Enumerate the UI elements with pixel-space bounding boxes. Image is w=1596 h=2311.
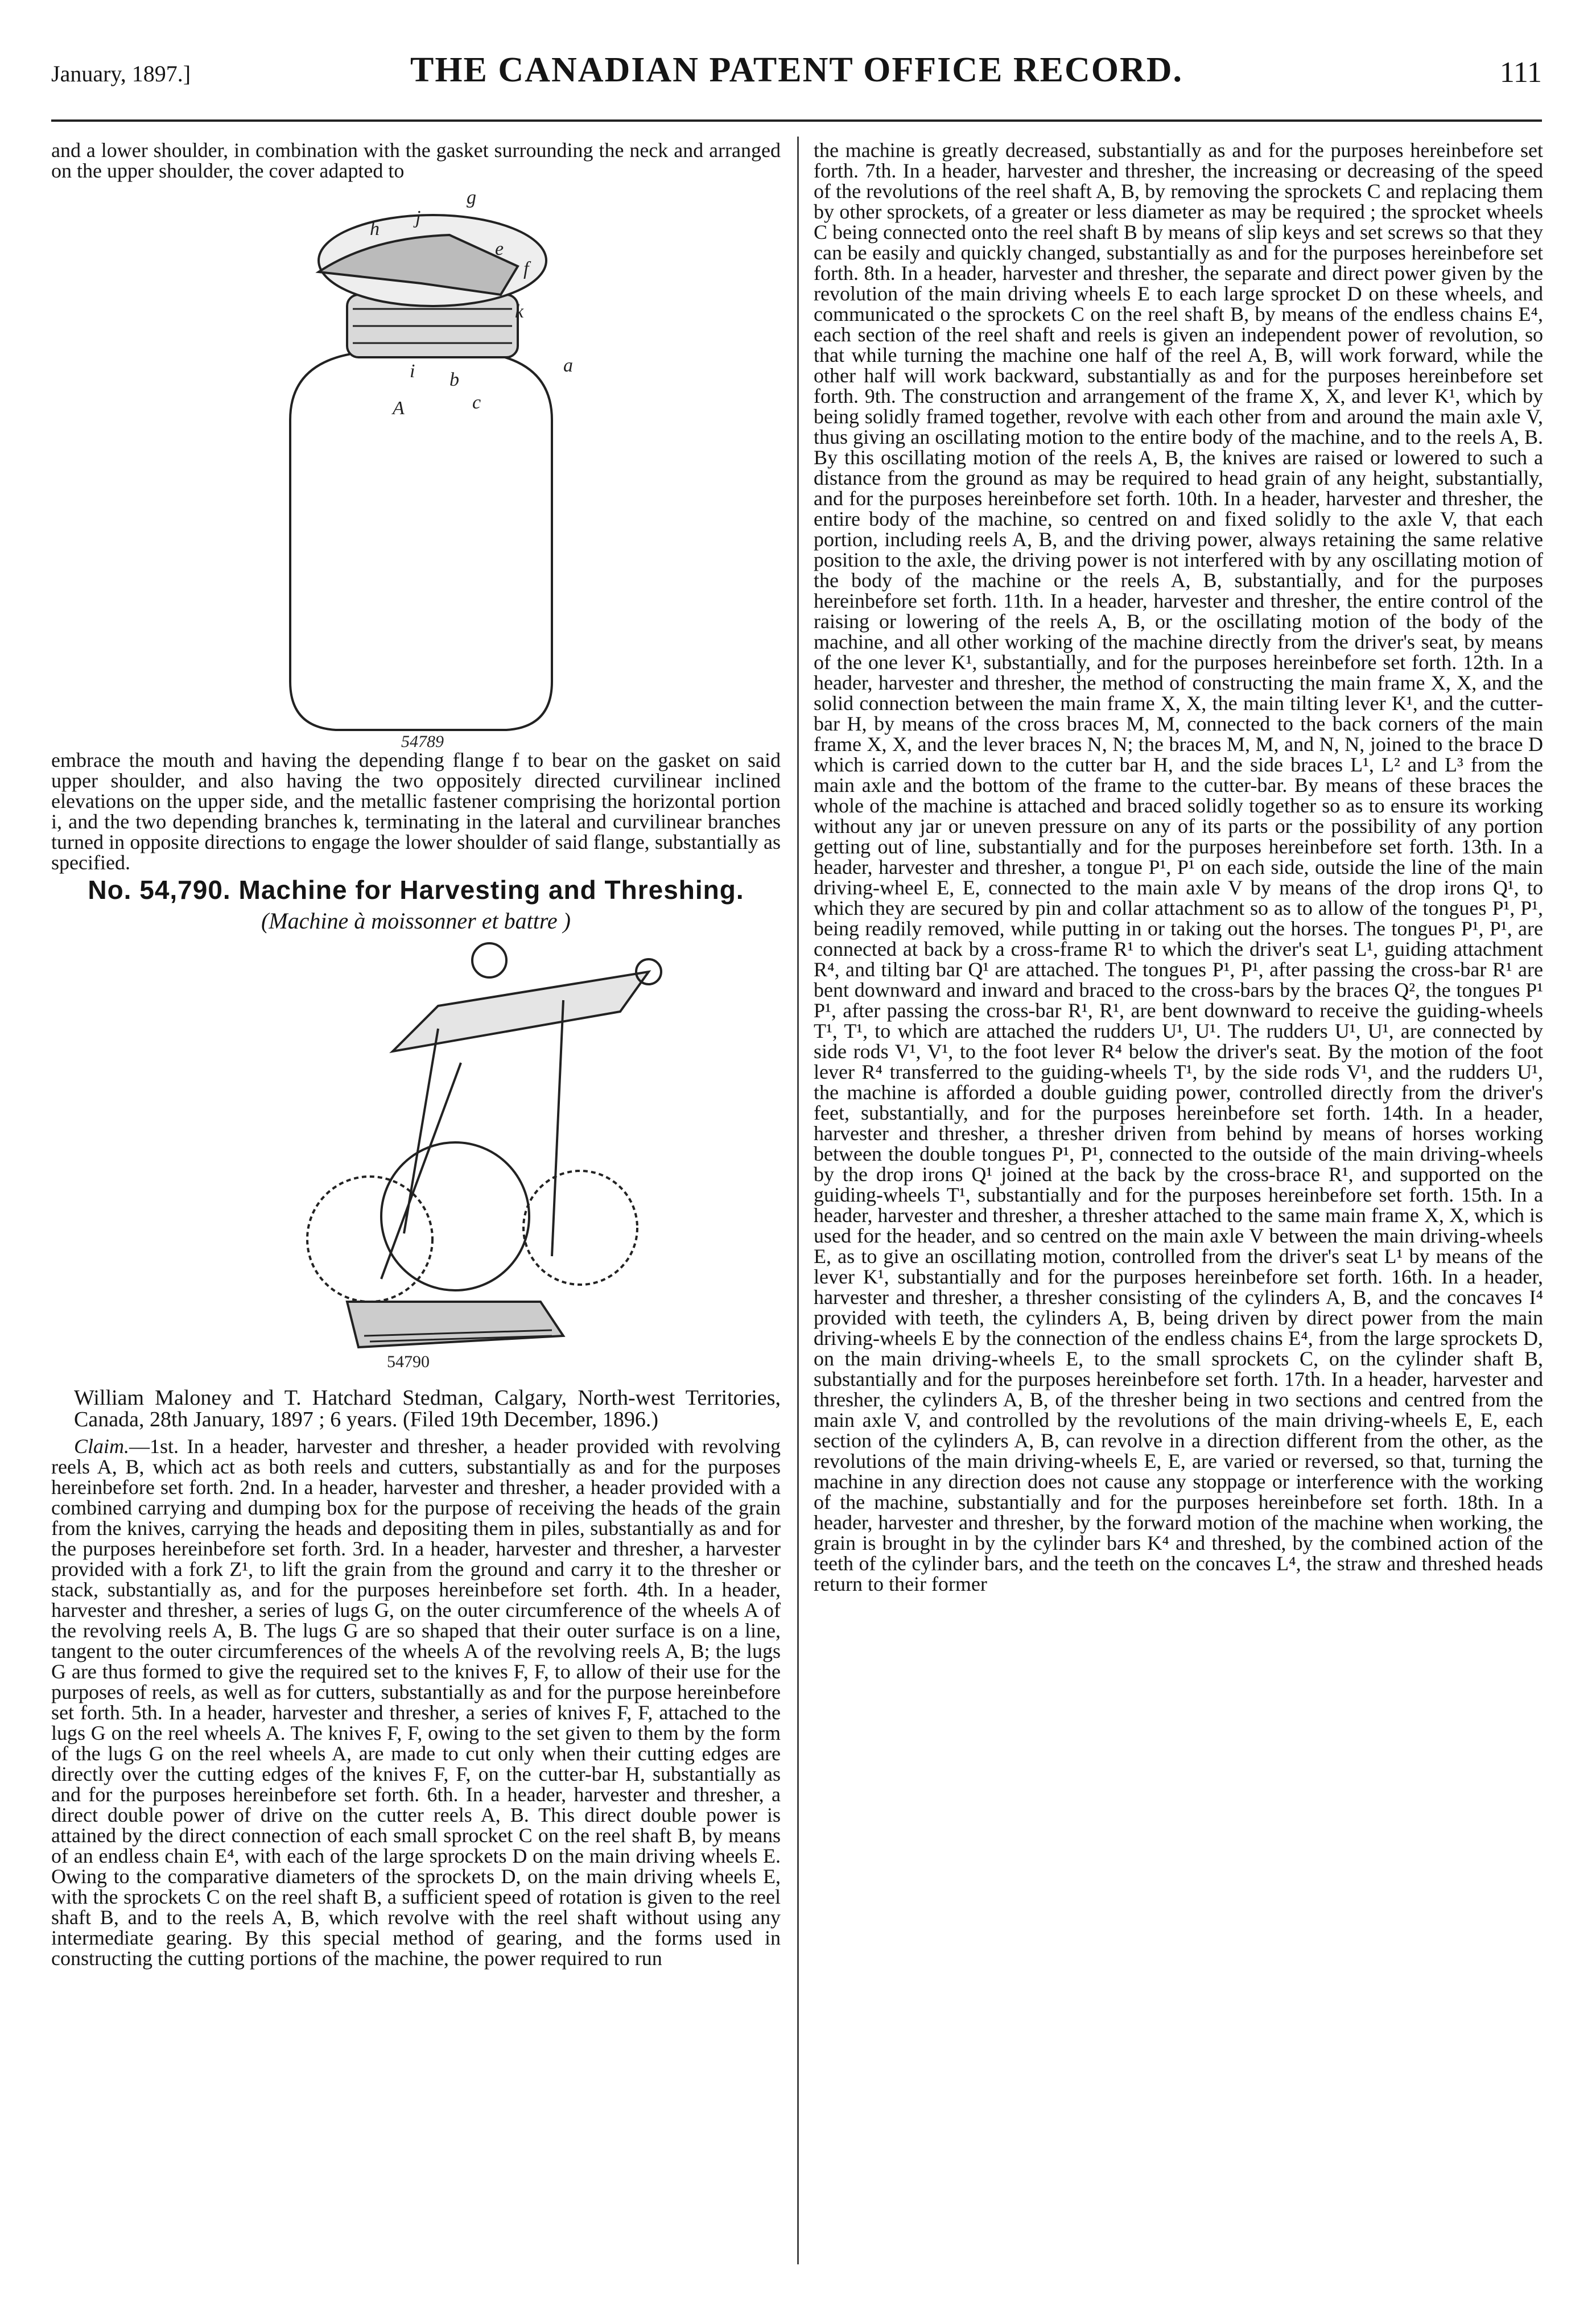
harvester-reel-left <box>307 1177 432 1302</box>
fig-label-f: f <box>523 258 529 279</box>
harvester-figure-caption: 54790 <box>387 1352 430 1370</box>
claim-label: Claim. <box>74 1435 130 1458</box>
fig-label-j: j <box>415 207 421 228</box>
issue-date: January, 1897.] <box>51 61 191 86</box>
fig-label-a: a <box>563 355 573 376</box>
fig-label-h: h <box>370 218 380 240</box>
fig-label-i: i <box>410 361 415 382</box>
patent-heading-french: (Machine à moissonner et battre ) <box>261 908 571 934</box>
claims-paragraph <box>51 1436 781 1969</box>
right-column <box>814 140 1543 1594</box>
jar-figure-caption: 54789 <box>401 732 444 750</box>
fig-label-e: e <box>495 238 504 259</box>
page-number: 111 <box>1499 56 1542 89</box>
harvester-seat <box>472 943 506 977</box>
jar-claim-continuation: embrace the mouth and having the depending flange f to bear on the gasket on said upper shoulder, and also having the two oppositely directed curvilinear inclined elevations on the upper side, and the metallic fastener comprising the horizontal portion i, and the two depending branches k, terminating in the lateral and curvilinear branches turned in opposite directions to engage the lower shoulder of said flange, substantially as specified. <box>51 749 781 874</box>
claims-text: —1st. In a header, harvester and thresher, a header provided with revolving reels A, B, which act as both reels and cutters, substantially as and for the purposes hereinbefore set forth. 2nd. In a header, harvester and thresher, a header provided with a combined carrying and dumping box for the purpose of receiving the heads of the grain from the knives, carrying the heads and depositing them in piles, substantially as and for the purposes hereinbefore set forth. 3rd. In a header, harvester and thresher, a harvester provided with a fork Z¹, to lift the grain from the ground and carry it to the thresher or stack, substantially as, and for the purposes hereinbefore set forth. 4th. In a header, harvester and thresher, a series of lugs G, on the outer circumference of the wheels A of the revolving reels A, B. The lugs G are so shaped that their outer surface is on a line, tangent to the outer circumferences of the wheels A of the revolving reels A, B; the lugs G are thus formed to give the required set to the knives F, F, to allow of their use for the purposes of reels, as well as for cutters, substantially as and for the purpose hereinbefore set forth. 5th. In a header, harvester and thresher, a series of knives F, F, attached to the lugs G on the reel wheels A. The knives F, F, owing to the set given to them by the form of the lugs G on the reel wheels A, are made to cut only when their cutting edges are directly over the cutting edges of the knives F, F, on the cutter-bar H, substantially as and for the purposes hereinbefore set forth. 6th. In a header, harvester and thresher, a direct double power of drive on the cutter reels A, B. This direct double power is attained by the direct connection of each small sprocket C on the reel shaft B, by means of an endless chain E⁴, with each of the large sprockets D on the main driving wheels E. Owing to the comparative diameters of the sprockets D, on the main driving wheels E, with the sprockets C on the reel shaft B, a sufficient speed of rotation is given to the reel shaft B, and to the reels A, B, which revolve with the reel shaft without using any intermediate gearing. By this special method of gearing, and the forms used in constructing the cutting portions of the machine, the power required to run <box>51 1435 781 1970</box>
jar-body-outline <box>290 352 552 730</box>
publication-title: THE CANADIAN PATENT OFFICE RECORD. <box>410 51 1183 89</box>
patent-heading: No. 54,790. Machine for Harvesting and Threshing. <box>88 875 744 905</box>
fig-label-k: k <box>515 301 524 322</box>
fig-label-A: A <box>393 398 405 419</box>
fig-label-g: g <box>467 187 476 208</box>
page-header <box>51 50 1542 96</box>
fig-label-c: c <box>472 392 481 413</box>
jar-figure <box>51 181 781 750</box>
fig-label-b: b <box>449 369 459 390</box>
right-column-text: the machine is greatly decreased, substantially as and for the purposes hereinbefore set forth. 7th. In a header, harvester and thresher, the increasing or decreasing of the speed of the revolutions of the reel shaft A, B, by removing the sprockets C and replacing them by other sprockets, of a greater or less diameter as may be required ; the sprocket wheels C being connected onto the reel shaft B by means of slip keys and set screws so that they can be easily and quickly changed, substantially as and for the purposes hereinbefore set forth. 8th. In a header, harvester and thresher, the separate and direct power given by the revolution of the main driving wheels E to each large sprocket D on these wheels, and communicated o the sprockets C on the reel shaft B, by means of the endless chains E⁴, each section of the reel shaft and reels is given an independent power of revolution, so that while turning the machine one half of the reel A, B, will work forward, while the other half will work backward, substantially as and for the purposes hereinbefore set forth. 9th. The construction and arrangement of the frame X, X, and lever K¹, which by being solidly framed together, revolve with each other from and around the main axle V, thus giving an oscillating motion to the entire body of the machine, and to the reels A, B. By this oscillating motion of the reels A, B, the knives are raised or lowered to such a distance from the ground as may be required to head grain of any height, substantially, and for the purposes hereinbefore set forth. 10th. In a header, harvester and thresher, the entire body of the machine, so centred on and fixed solidly to the axle V, that each portion, including reels A, B, and the driving power, always retaining the same relative position to the axle, the driving power is not interfered with by any oscillating motion of the body of the machine or the reels A, B, substantially, and for the purposes hereinbefore set forth. 11th. In a header, harvester and thresher, the entire control of the raising or lowering of the reels A, B, or the oscillating motion of the body of the machine, and all other working of the machine directly from the driver's seat, by means of the one lever K¹, substantially, and for the purposes hereinbefore set forth. 12th. In a header, harvester and thresher, the method of constructing the main frame X, X, and the solid connection between the main frame X, X, the main tilting lever K¹, and the cutter-bar H, by means of the cross braces M, M, connected to the back corners of the main frame X, X, and the lever braces N, N; the braces M, M, and N, N, joined to the brace D which is carried down to the cutter bar H, and the side braces L¹, L² and L³ from the main axle and the bottom of the frame to the cutter-bar. By means of these braces the whole of the machine is attached and braced solidly together so as to ensure its working without any jar or uneven pressure on any of its parts or the possibility of any portion getting out of line, substantially and for the purposes hereinbefore set forth. 13th. In a header, harvester and thresher, a tongue P¹, P¹ on each side, outside the line of the main driving-wheel E, E, connected to the main axle V by means of the drop irons Q¹, to which they are secured by pin and collar attachment so as to allow of the tongues P¹, P¹, being readily removed, while putting in or taking out the horses. The tongues P¹, P¹, are connected at back by a cross-frame R¹ to which the driver's seat L¹, guiding attachment R⁴, and tilting bar Q¹ are attached. The tongues P¹, P¹, after passing the cross-bar R¹ are bent downward and inward and braced to the cross-bars by the braces Q², the tongues P¹ P¹, after passing the cross-bar R¹, R¹, are bent downward to receive the guiding-wheels T¹, T¹, to which are attached the rudders U¹, U¹. The rudders U¹, U¹, are connected by side rods V¹, V¹, to the foot lever R⁴ below the driver's seat. By the motion of the foot lever R⁴ transferred to the guiding-wheels T¹, by the side rods V¹, and the rudders U¹, the machine is afforded a double guiding power, controlled directly from the driver's feet, substantially, and for the purposes hereinbefore set forth. 14th. In a header, harvester and thresher, a thresher driven from behind by means of horses working between the double tongues P¹, P¹, connected to the outside of the main driving-wheels by the drop irons Q¹ joined at the back by the cross-brace R¹, and supported on the guiding-wheels T¹, substantially and for the purposes hereinbefore set forth. 15th. In a header, harvester and thresher, a thresher attached to the same main frame X, X, which is used for the header, and so centred on the main axle V between the main driving-wheels E, as to give an oscillating motion, controlled from the driver's seat L¹ by means of the lever K¹, substantially and for the purposes hereinbefore set forth. 16th. In a header, harvester and thresher, a thresher consisting of the cylinders A, B, and the concaves I⁴ provided with teeth, the cylinders A, B, being driven by direct power from the main driving-wheels E by the connection of the endless chains E⁴, from the large sprockets D, on the main driving-wheels E, to the small sprockets C, on the cylinder shaft B, substantially and for the purposes hereinbefore set forth. 17th. In a header, harvester and thresher, the cylinders A, B, of the thresher being in two sections and centred from the main axle V, and controlled by the revolutions of the main driving-wheels E, E, each section of the cylinders A, B, can revolve in a direction different from the other, as the revolutions of the main driving-wheels E, E, are varied or reversed, so that, turning the machine in any direction does not cause any stoppage or interference with the working of the machine, substantially and for the purposes hereinbefore set forth. 18th. In a header, harvester and thresher, by the forward motion of the machine when working, the grain is brought in by the cylinder bars K⁴ and threshed, by the combined action of the teeth of the cylinder bars, and the teeth on the concaves L⁴, the straw and threshed heads return to their former <box>814 139 1543 1595</box>
harvester-figure <box>51 938 781 1370</box>
left-column <box>51 140 781 1969</box>
inventor-line: William Maloney and T. Hatchard Stedman, Calgary, North-west Territories, Canada, 28th January, 1897 ; 6 years. (Filed 19th December, 1896.) <box>74 1386 781 1431</box>
header-rule <box>51 119 1542 122</box>
harvester-lever <box>393 972 649 1051</box>
harvester-reel-right <box>523 1171 637 1285</box>
jar-claim-intro: and a lower shoulder, in combination with the gasket surrounding the neck and arranged on the upper shoulder, the cover adapted to <box>51 139 781 182</box>
column-divider <box>797 137 799 2264</box>
